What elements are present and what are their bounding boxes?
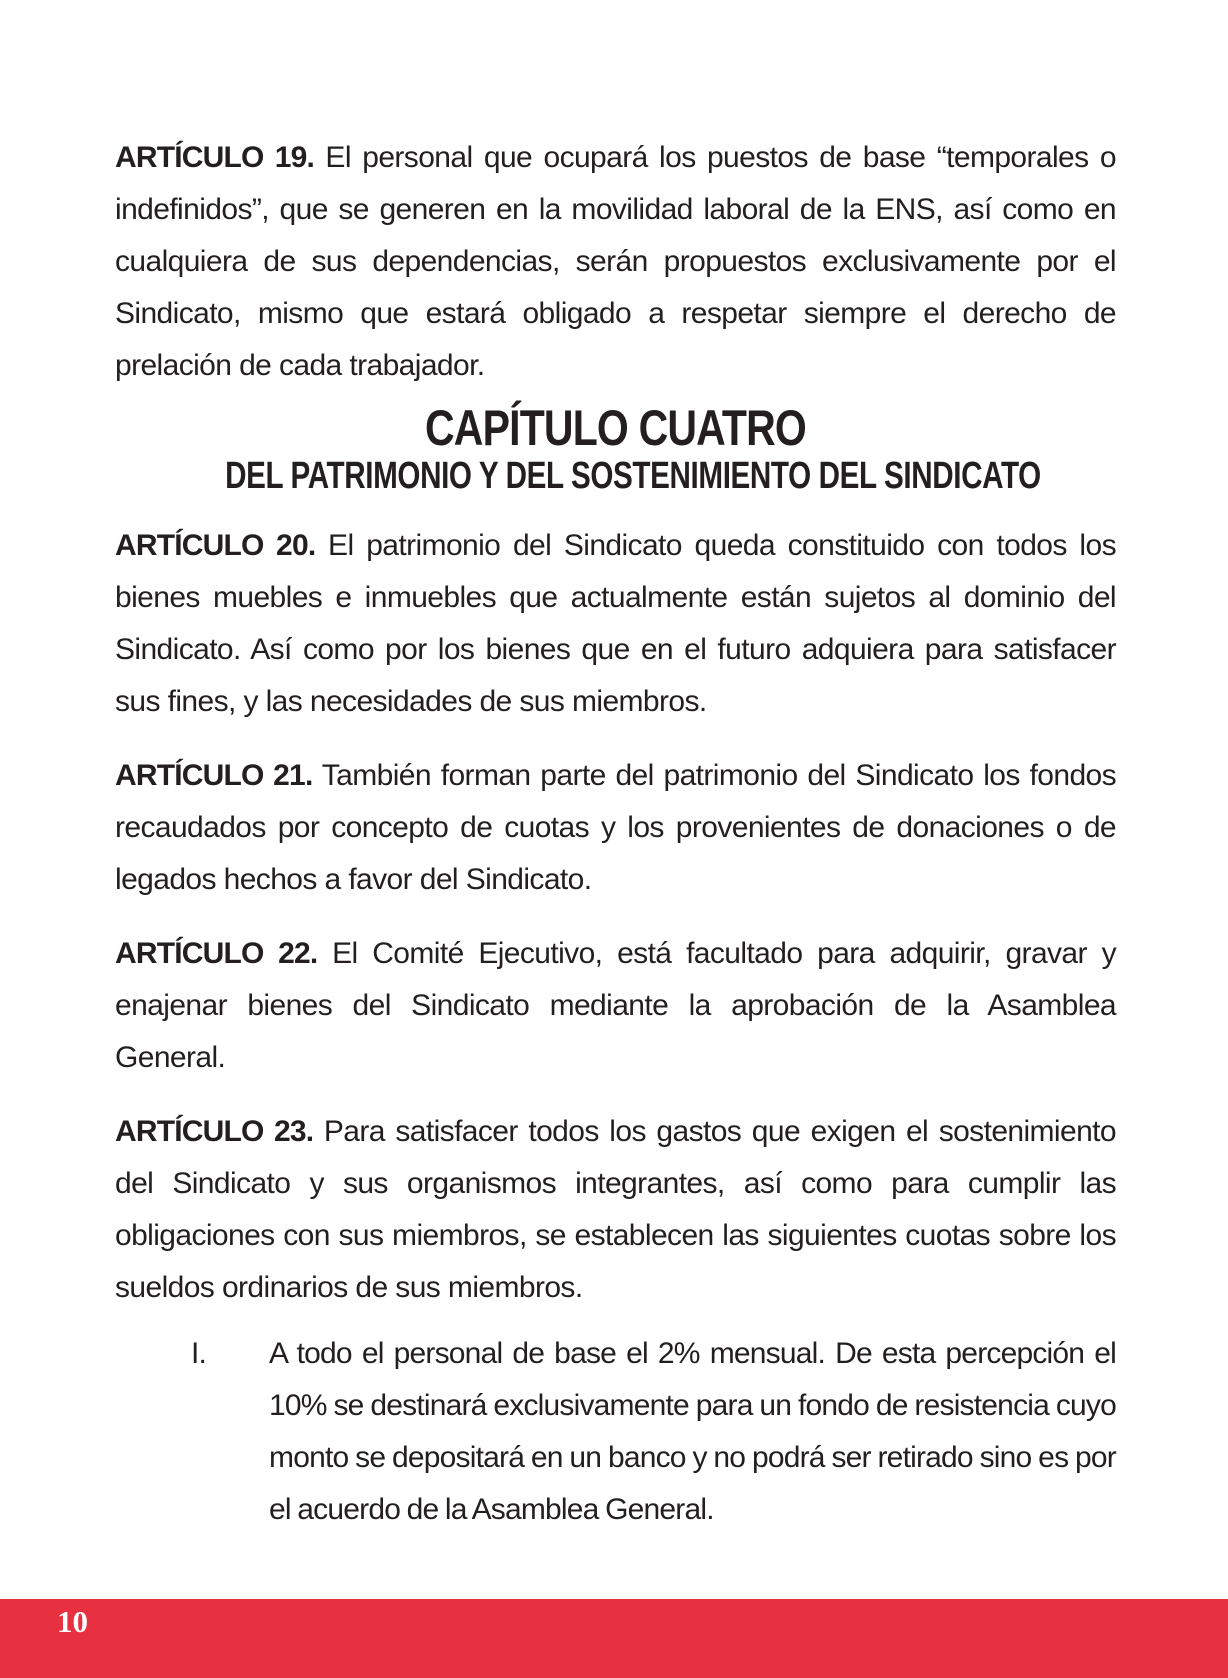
clause-1-text: A todo el personal de base el 2% mensual. De esta percepción el 10% se destinará exclusivamente para un fondo de resistencia cuyo monto se depositará en un banco y no podrá ser retirado sino es por el acuerdo de la Asamblea General. <box>269 1337 1116 1526</box>
article-23-text: Para satisfacer todos los gastos que exigen el sostenimiento del Sindicato y sus organismos integrantes, así como para cumplir las obligaciones con sus miembros, se establecen las siguientes cuotas sobre los sueldos ordinarios de sus miembros. <box>115 1115 1116 1304</box>
chapter-heading <box>115 402 1116 498</box>
article-21-paragraph <box>115 750 1116 906</box>
article-21-label: ARTÍCULO 21. <box>115 759 313 792</box>
document-body <box>115 132 1116 1536</box>
article-23-paragraph <box>115 1106 1116 1314</box>
footer-band <box>0 1599 1228 1678</box>
article-23-label: ARTÍCULO 23. <box>115 1115 314 1148</box>
chapter-subtitle: DEL PATRIMONIO Y DEL SOSTENIMIENTO DEL SINDICATO <box>225 455 1041 497</box>
page-number: 10 <box>57 1604 88 1639</box>
article-22-label: ARTÍCULO 22. <box>115 937 318 970</box>
article-20-paragraph <box>115 520 1116 728</box>
article-20-label: ARTÍCULO 20. <box>115 529 316 562</box>
clause-item-1 <box>115 1328 1116 1536</box>
clause-1-numeral: I. <box>191 1337 207 1370</box>
article-22-paragraph <box>115 928 1116 1084</box>
article-21-text: También forman parte del patrimonio del Sindicato los fondos recaudados por concepto de cuotas y los provenientes de donaciones o de legados hechos a favor del Sindicato. <box>115 759 1117 896</box>
article-20-text: El patrimonio del Sindicato queda constituido con todos los bienes muebles e inmuebles que actualmente están sujetos al dominio del Sindicato. Así como por los bienes que en el futuro adquiera para satisfacer sus fines, y las necesidades de sus miembros. <box>115 529 1116 718</box>
article-19-text: El personal que ocupará los puestos de base “temporales o indefinidos”, que se generen en la movilidad laboral de la ENS, así como en cualquiera de sus dependencias, serán propuestos exclusivamente por el Sindicato, mismo que estará obligado a respetar siempre el derecho de prelación de cada trabajador. <box>115 141 1116 382</box>
article-19-paragraph <box>115 132 1116 392</box>
article-19-label: ARTÍCULO 19. <box>115 141 315 174</box>
chapter-title: CAPÍTULO CUATRO <box>425 400 806 456</box>
clause-list <box>115 1328 1116 1536</box>
article-22-text: El Comité Ejecutivo, está facultado para adquirir, gravar y enajenar bienes del Sindicato mediante la aprobación de la Asamblea General. <box>115 937 1116 1074</box>
